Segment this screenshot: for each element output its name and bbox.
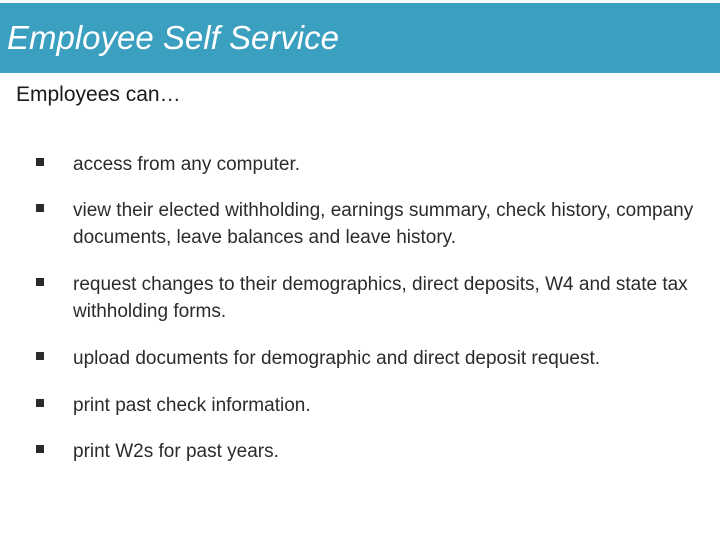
list-item-text: request changes to their demographics, direct deposits, W4 and state tax withholding forms. bbox=[73, 274, 688, 322]
square-bullet-icon bbox=[36, 399, 44, 407]
list-item-text: access from any computer. bbox=[73, 154, 301, 175]
square-bullet-icon bbox=[36, 352, 44, 360]
square-bullet-icon bbox=[36, 278, 44, 286]
list-item-text: upload documents for demographic and direct deposit request. bbox=[73, 348, 601, 369]
square-bullet-icon bbox=[36, 445, 44, 453]
page-title: Employee Self Service bbox=[7, 19, 339, 56]
list-item-text: print past check information. bbox=[73, 395, 311, 416]
list-item-text: print W2s for past years. bbox=[73, 441, 279, 462]
list-item-text: view their elected withholding, earnings summary, check history, company documents, leave balances and leave history. bbox=[73, 200, 694, 248]
square-bullet-icon bbox=[36, 204, 44, 212]
square-bullet-icon bbox=[36, 158, 44, 166]
intro-text: Employees can… bbox=[16, 83, 181, 106]
